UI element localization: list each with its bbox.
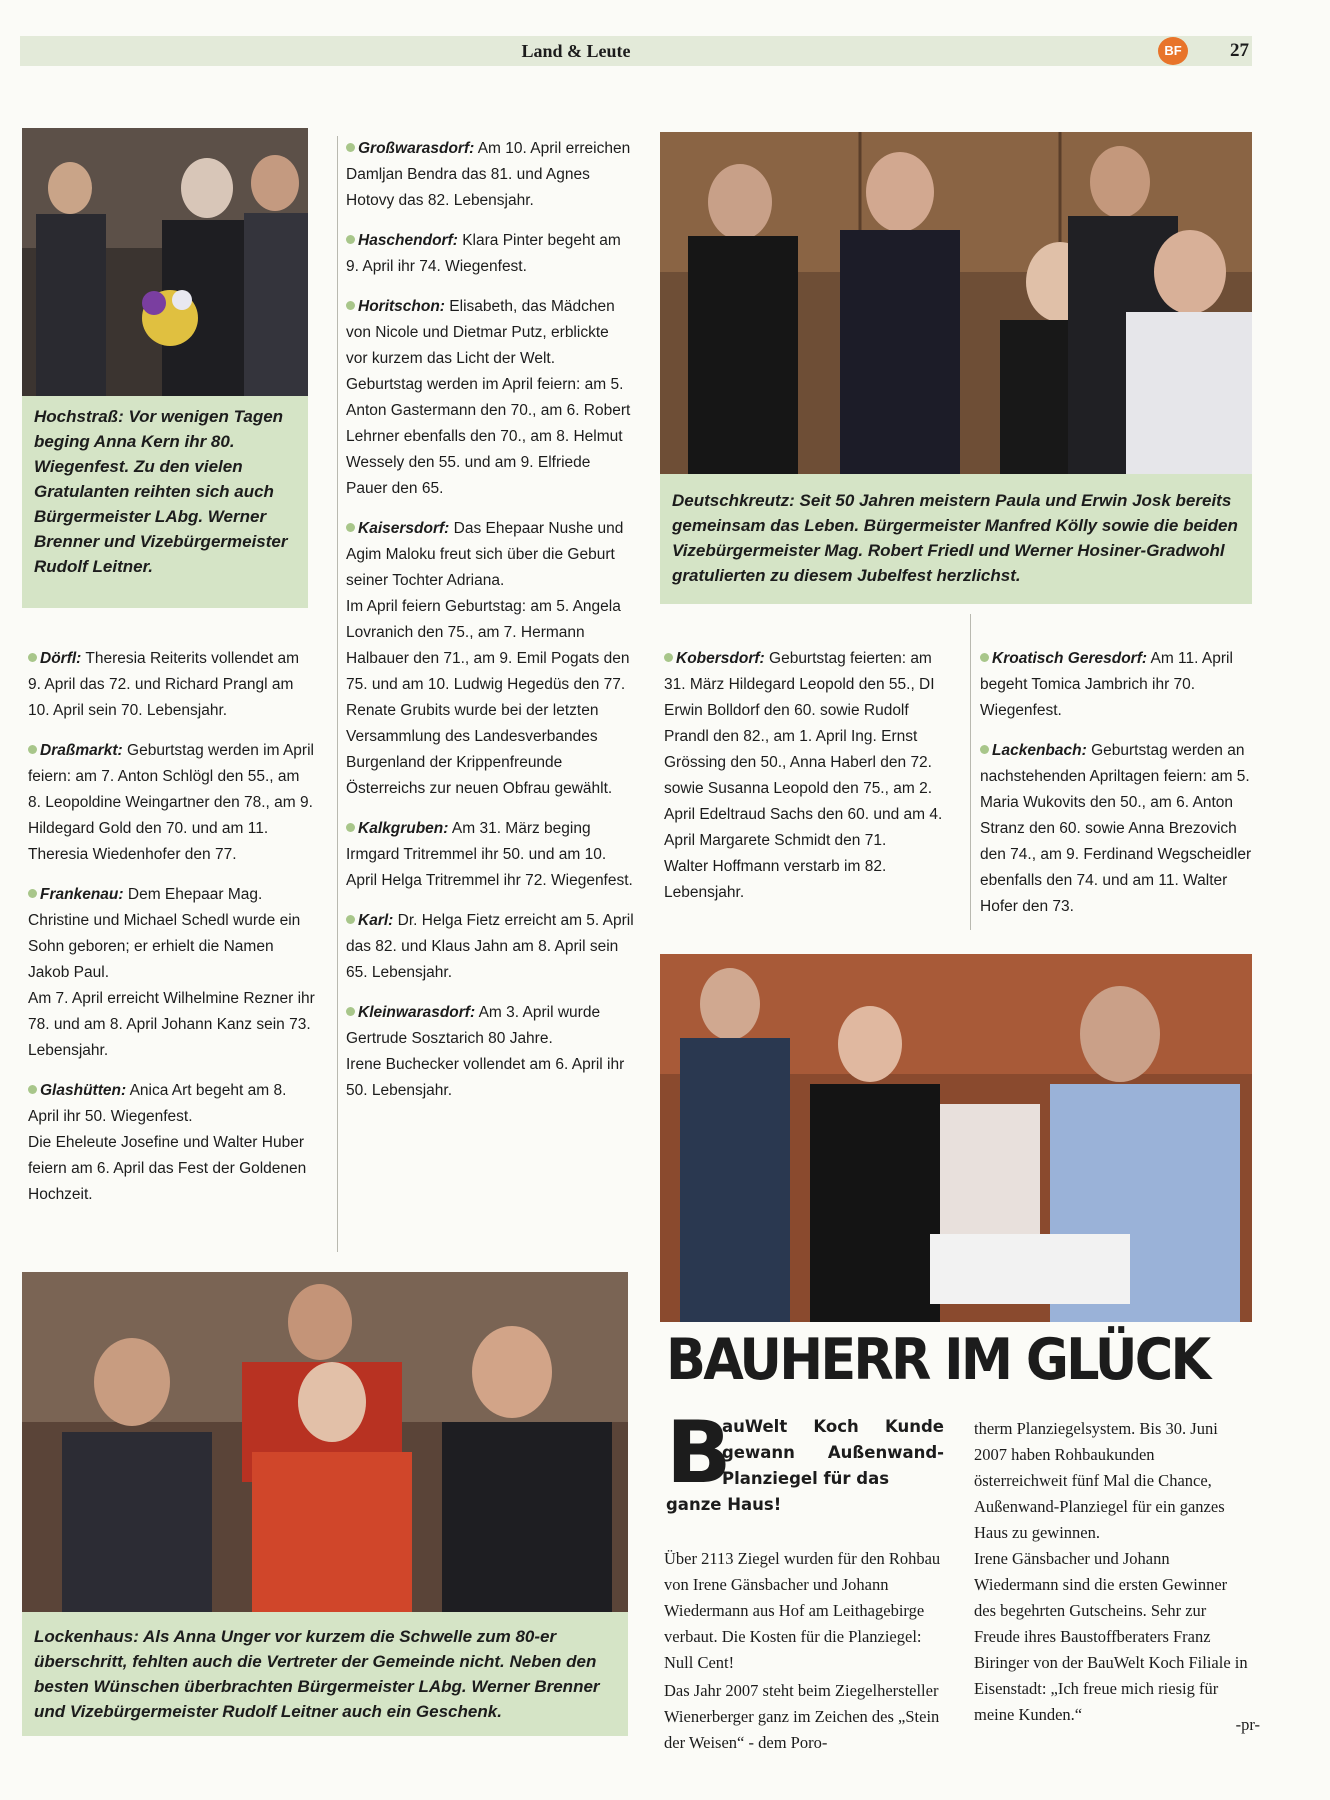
entry-drassmarkt <box>28 738 315 868</box>
caption-deutschkreutz: Deutschkreutz: Seit 50 Jahren meistern Paula und Erwin Josk bereits gemeinsam das Leben. Bürgermeister Manfred Kölly sowie die beiden Vizebürgermeister Mag. Robert Friedl und Werner Hosiner-Gradwohl gratulierten zu diesem Jubelfest herzlichst. <box>660 474 1252 604</box>
entry-kroatisch-geresdorf <box>980 646 1252 724</box>
entry-kobersdorf <box>664 646 950 906</box>
entry-text-extra: Irene Buchecker vollendet am 6. April ihr 50. Lebensjahr. <box>346 1056 625 1099</box>
entry-lackenbach <box>980 738 1252 920</box>
caption-lockenhaus: Lockenhaus: Als Anna Unger vor kurzem die Schwelle zum 80-er überschritt, fehlten auch die Vertreter der Gemeinde nicht. Neben den besten Wünschen überbrachten Bürgermeister LAbg. Werner Brenner und Vizebürgermeister Rudolf Leitner auch ein Geschenk. <box>22 1612 628 1736</box>
entry-text: Geburtstag werden im April feiern: am 7. Anton Schlögl den 55., am 8. Leopoldine Weingartner den 78., am 9. Hildegard Gold den 70. und am 11. Theresia Wiedenhofer den 77. <box>28 742 314 863</box>
photo-hochstrass <box>22 128 308 396</box>
article-dropcap: B <box>666 1403 732 1503</box>
entry-glashuetten <box>28 1078 315 1208</box>
entry-text: Dr. Helga Fietz erreicht am 5. April das 82. und Klaus Jahn am 8. April sein 65. Lebensjahr. <box>346 912 634 981</box>
entry-text-extra: Am 7. April erreicht Wilhelmine Rezner ihr 78. und am 8. April Johann Kanz sein 73. Lebensjahr. <box>28 990 315 1059</box>
page-header <box>20 36 1252 66</box>
place-name: Lackenbach: <box>992 742 1087 759</box>
column-3 <box>664 646 950 920</box>
photo-lockenhaus <box>22 1272 628 1612</box>
entry-text: Geburtstag feierten: am 31. März Hildegard Leopold den 55., DI Erwin Bolldorf den 60. sowie Rudolf Prandl den 82., am 1. April Ing. Ernst Grössing den 50., Anna Haberl den 72. sowie Susanna Leopold den 75., am 2. April Edeltraud Sachs den 60. und am 4. April Margarete Schmidt den 71. <box>664 650 943 849</box>
entry-kalkgruben <box>346 816 634 894</box>
section-title: Land & Leute <box>521 41 631 61</box>
article-body-right <box>974 1416 1252 1728</box>
column-4 <box>980 646 1252 934</box>
place-name: Karl: <box>358 912 394 929</box>
bullet-icon <box>346 823 355 832</box>
entry-text: Anica Art begeht am 8. April ihr 50. Wiegenfest. <box>28 1082 287 1125</box>
place-name: Draßmarkt: <box>40 742 123 759</box>
place-name: Haschendorf: <box>358 232 458 249</box>
article-paragraph-2-continued: therm Planziegelsystem. Bis 30. Juni 2007 haben Rohbaukunden österreichweit fünf Mal die Chance, Außenwand-Planziegel für ein ganzes Haus zu gewinnen. <box>974 1419 1225 1542</box>
place-name: Kobersdorf: <box>676 650 765 667</box>
place-name: Kaisersdorf: <box>358 520 450 537</box>
entry-kleinwarasdorf <box>346 1000 634 1104</box>
entry-text: Am 10. April erreichen Damljan Bendra das 81. und Agnes Hotovy das 82. Lebensjahr. <box>346 140 631 209</box>
place-name: Glashütten: <box>40 1082 127 1099</box>
caption-hochstrass: Hochstraß: Vor wenigen Tagen beging Anna Kern ihr 80. Wiegenfest. Zu den vielen Gratulanten reihten sich auch Bürgermeister LAbg. Werner Brenner und Vizebürgermeister Rudolf Leitner. <box>22 396 308 608</box>
entry-text: Am 11. April begeht Tomica Jambrich ihr 70. Wiegenfest. <box>980 650 1233 719</box>
place-name: Dörfl: <box>40 650 82 667</box>
entry-text: Am 31. März beging Irmgard Tritremmel ihr 50. und am 10. April Helga Tritremmel ihr 72. Wiegenfest. <box>346 820 633 889</box>
place-name: Kleinwarasdorf: <box>358 1004 476 1021</box>
entry-text: Theresia Reiterits vollendet am 9. April das 72. und Richard Prangl am 10. April sein 70. Lebensjahr. <box>28 650 300 719</box>
entry-text-extra: Walter Hoffmann verstarb im 82. Lebensjahr. <box>664 858 887 901</box>
article-lead-tail: ganze Haus! <box>666 1495 782 1514</box>
article-headline: BAUHERR IM GLÜCK <box>666 1327 1209 1393</box>
column-2 <box>346 136 634 1118</box>
place-name: Kalkgruben: <box>358 820 449 837</box>
entry-text-extra: Renate Grubits wurde bei der letzten Versammlung des Landesverbandes Burgenland der Krippenfreunde Österreichs zur neuen Obfrau gewählt. <box>346 702 613 797</box>
entry-karl <box>346 908 634 986</box>
article-lead: auWelt Koch Kunde gewann Außenwand-Planziegel für das <box>722 1417 944 1488</box>
bullet-icon <box>980 653 989 662</box>
article-signature: -pr- <box>1235 1715 1260 1734</box>
column-divider <box>337 136 338 1252</box>
entry-text: Am 3. April wurde Gertrude Sosztarich 80 Jahre. <box>346 1004 601 1047</box>
entry-doerfl <box>28 646 315 724</box>
place-name: Horitschon: <box>358 298 445 315</box>
place-name: Kroatisch Geresdorf: <box>992 650 1148 667</box>
entry-text: Dem Ehepaar Mag. Christine und Michael Schedl wurde ein Sohn geboren; er erhielt die Namen Jakob Paul. <box>28 886 301 981</box>
entry-text: Elisabeth, das Mädchen von Nicole und Dietmar Putz, erblickte vor kurzem das Licht der Welt. Geburtstag werden im April feiern: am 5. Anton Gastermann den 70., am 6. Robert Lehrner ebenfalls den 70., am 8. Helmut Wessely den 55. und am 9. Elfriede Pauer den 65. <box>346 298 631 497</box>
column-divider <box>970 614 971 930</box>
article-paragraph-2: Das Jahr 2007 steht beim Ziegelhersteller Wienerberger ganz im Zeichen des „Stein der Weisen“ - dem Poro- <box>664 1681 940 1752</box>
place-name: Großwarasdorf: <box>358 140 475 157</box>
entry-text-extra: Im April feiern Geburtstag: am 5. Angela Lovranich den 75., am 7. Hermann Halbauer den 71., am 9. Emil Pogats den 75. und am 10. Ludwig Hegedüs den 77. <box>346 598 630 693</box>
entry-frankenau <box>28 882 315 1064</box>
entry-kaisersdorf <box>346 516 634 802</box>
bullet-icon <box>664 653 673 662</box>
entry-grosswarasdorf <box>346 136 634 214</box>
entry-text: Das Ehepaar Nushe und Agim Maloku freut sich über die Geburt seiner Tochter Adriana. <box>346 520 624 589</box>
bullet-icon <box>28 653 37 662</box>
place-name: Frankenau: <box>40 886 124 903</box>
bullet-icon <box>28 1085 37 1094</box>
bullet-icon <box>980 745 989 754</box>
article-paragraph-1: Über 2113 Ziegel wurden für den Rohbau von Irene Gänsbacher und Johann Wiedermann aus Hof am Leithagebirge verbaut. Die Kosten für die Planziegel: Null Cent! <box>664 1549 941 1672</box>
entry-text-extra: Die Eheleute Josefine und Walter Huber feiern am 6. April das Fest der Goldenen Hochzeit. <box>28 1134 307 1203</box>
column-1 <box>28 646 315 1222</box>
entry-haschendorf <box>346 228 634 280</box>
entry-text: Klara Pinter begeht am 9. April ihr 74. Wiegenfest. <box>346 232 621 275</box>
bullet-icon <box>346 915 355 924</box>
bullet-icon <box>346 143 355 152</box>
publication-logo: BF <box>1158 37 1188 65</box>
bullet-icon <box>28 889 37 898</box>
entry-text: Geburtstag werden an nachstehenden Apriltagen feiern: am 5. Maria Wukovits den 50., am 6. Anton Stranz den 60. sowie Anna Brezovich den 74., am 9. Ferdinand Wegscheidler ebenfalls den 74. und am 11. Walter Hofer den 73. <box>980 742 1252 915</box>
photo-bauwelt <box>660 954 1252 1322</box>
bullet-icon <box>28 745 37 754</box>
bullet-icon <box>346 235 355 244</box>
page-number: 27 <box>1230 40 1249 61</box>
article-paragraph-3: Irene Gänsbacher und Johann Wiedermann sind die ersten Gewinner des begehrten Gutscheins. Sehr zur Freude ihres Baustoffberaters Franz Biringer von der BauWelt Koch Filiale in Eisenstadt: „Ich freue mich riesig für meine Kunden.“ <box>974 1549 1248 1724</box>
photo-deutschkreutz <box>660 132 1252 474</box>
article-body-left-2 <box>664 1678 944 1756</box>
bullet-icon <box>346 523 355 532</box>
article-body-left <box>664 1546 944 1676</box>
bullet-icon <box>346 1007 355 1016</box>
entry-horitschon <box>346 294 634 502</box>
bullet-icon <box>346 301 355 310</box>
